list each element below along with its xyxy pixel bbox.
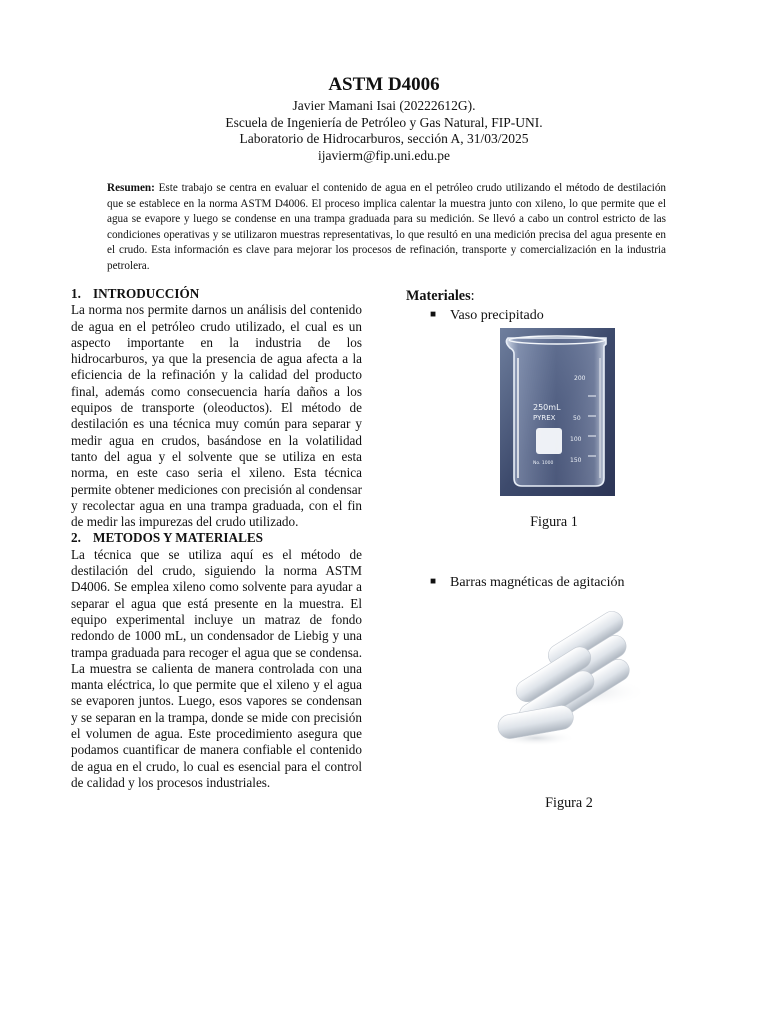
list-item <box>430 575 625 591</box>
abstract <box>107 181 666 275</box>
list-item-label: Vaso precipitado <box>450 308 544 323</box>
bullet-icon: ■ <box>430 309 437 320</box>
paper-title: ASTM D4006 <box>328 74 440 95</box>
beaker-grad-100: 100 <box>570 436 582 443</box>
abstract-label: Resumen: <box>107 182 155 194</box>
author-email: ijavierm@fip.uni.edu.pe <box>317 147 451 163</box>
left-column <box>71 286 362 791</box>
section-number: 2. <box>71 530 81 546</box>
section-title: METODOS Y MATERIALES <box>93 530 263 546</box>
section-text-metodos: La técnica que se utiliza aquí es el método de destilación del crudo, siguiendo la norma ASTM D4006. Se emplea xileno como solvente para ayudar a separar el agua que está presente en la muestra. El equipo experimental incluye un matraz de fondo redondo de 1000 mL, un condensador de Liebig y una trampa graduada para recoger el agua que se condensa. La muestra se calienta de manera controlada con una manta eléctrica, lo que permite que el xileno y el agua se evaporen juntos. Luego, esos vapores se condensan y se separan en la trampa, donde se mide con precisión el volumen de agua. Este procedimiento asegura que podamos cuantificar de manera confiable el contenido de agua en el crudo, lo cual es esencial para el control de calidad y los procesos industriales. <box>71 546 362 790</box>
beaker-volume-label: 250mL <box>533 403 561 412</box>
beaker-grad-50: 50 <box>573 415 581 422</box>
beaker-model-label: No. 1000 <box>533 461 554 466</box>
list-item-label: Barras magnéticas de agitación <box>450 575 625 590</box>
section-number: 1. <box>71 286 81 301</box>
beaker-brand-label: PYREX <box>533 414 556 422</box>
author-affiliation: Escuela de Ingeniería de Petróleo y Gas Natural, FIP-UNI. <box>225 114 543 130</box>
figure-caption: Figura 2 <box>545 795 593 811</box>
figure-stir-bars-image <box>484 596 656 774</box>
figure-caption: Figura 1 <box>530 514 578 530</box>
abstract-text: Este trabajo se centra en evaluar el contenido de agua en el petróleo crudo utilizando el método de destilación que se establece en la norma ASTM D4006. El proceso implica calentar la muestra junto con xileno, lo que permite que el agua se evapore y luego se condense en una trampa graduada para su medición. Se llevó a cabo un control estricto de las condiciones operativas y se utilizaron muestras representativas, lo que resultó en una medición precisa del agua presente en el crudo. Esta información es clave para mejorar los procesos de refinación, transporte y comercialización en la industria petrolera. <box>107 182 667 272</box>
section-text-introduccion: La norma nos permite darnos un análisis del contenido de agua en el petróleo crudo utilizado, el cual es un aspecto importante en la industria de los hidrocarburos, ya que la presencia de agua afecta a la eficiencia de la refinación y la calidad del producto final, además como consecuencia haría daños a los equipos de transporte (oleoductos). El método de destilación es una técnica muy común para separar y medir agua en crudos, basándose en la volatilidad tanto del agua y el solvente que se utiliza en esta norma, en este caso seria el xileno. Esta técnica permite obtener mediciones con precisión al condensar y recolectar agua en una trampa graduada, con el fin de medir las impurezas del crudo utilizado. <box>71 302 362 530</box>
list-item <box>430 308 544 324</box>
materials-heading: Materiales: <box>406 288 475 304</box>
section-heading-introduccion <box>71 286 362 302</box>
lab-info: Laboratorio de Hidrocarburos, sección A, 31/03/2025 <box>239 131 529 146</box>
section-title: INTRODUCCIÓN <box>93 286 200 301</box>
beaker-grad-150: 150 <box>570 457 582 464</box>
figure-beaker-image <box>500 328 615 496</box>
right-column <box>406 286 706 306</box>
author-name: Javier Mamani Isai (20222612G). <box>292 98 476 113</box>
beaker-grad-top: 200 <box>574 375 586 382</box>
section-heading-metodos <box>71 530 362 546</box>
bullet-icon: ■ <box>430 576 437 587</box>
author-block <box>0 98 768 164</box>
